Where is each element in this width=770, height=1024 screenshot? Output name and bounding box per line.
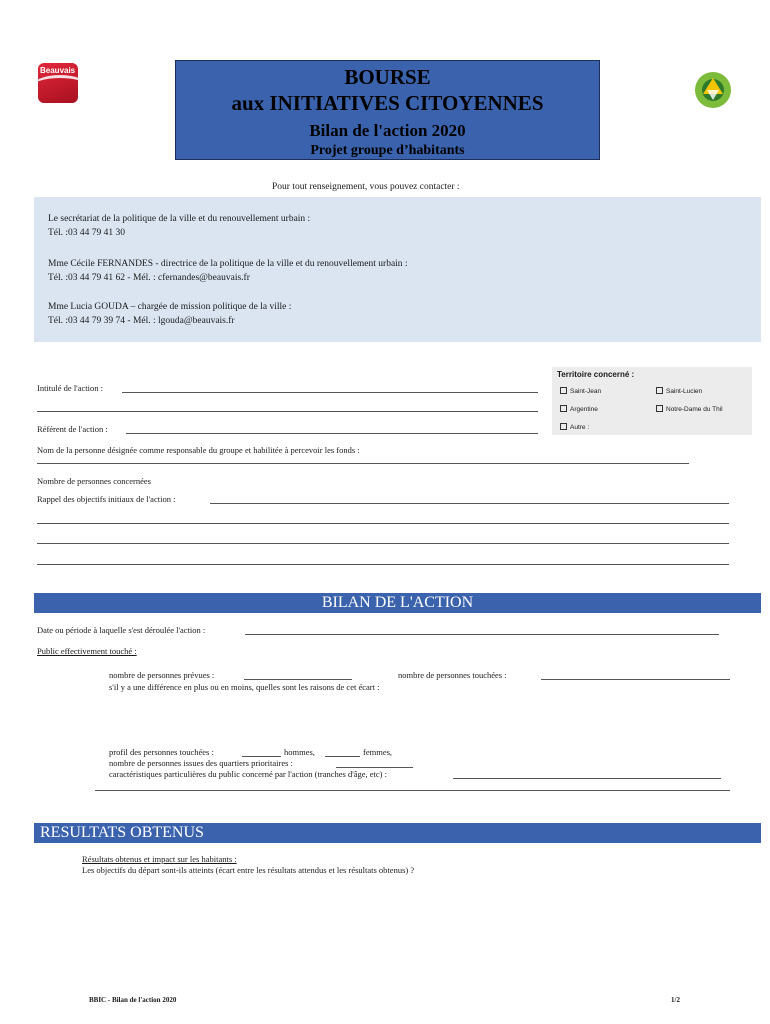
femmes-field[interactable] — [325, 756, 360, 757]
checkbox-icon — [560, 387, 567, 394]
option-label: Saint-Jean — [570, 388, 602, 395]
option-label: Autre : — [570, 424, 590, 431]
bic-logo — [685, 60, 741, 116]
rappel-field-3[interactable] — [37, 543, 729, 544]
responsable-label: Nom de la personne désignée comme responsable du groupe et habilitée à percevoir les fonds : — [37, 445, 360, 455]
checkbox-notre-dame-du-thil[interactable] — [656, 405, 723, 414]
option-label: Argentine — [570, 406, 598, 413]
touchees-label: nombre de personnes touchées : — [398, 670, 507, 680]
rappel-field[interactable] — [210, 503, 729, 504]
territoire-title: Territoire concerné : — [557, 370, 635, 379]
title-line-1: BOURSE — [344, 65, 431, 89]
title-box — [175, 60, 600, 160]
referent-field[interactable] — [126, 433, 538, 434]
contact-1-line-1: Le secrétariat de la politique de la ville et du renouvellement urbain : — [48, 214, 311, 224]
caracteristiques-label: caractéristiques particulières du public concerné par l'action (tranches d'âge, etc) : — [109, 769, 387, 779]
caracteristiques-field[interactable] — [453, 778, 721, 779]
intitule-field-2[interactable] — [37, 411, 538, 412]
checkbox-icon — [656, 405, 663, 412]
checkbox-icon — [560, 423, 567, 430]
checkbox-argentine[interactable] — [560, 405, 598, 414]
page-number: 1/2 — [671, 996, 680, 1004]
checkbox-saint-lucien[interactable] — [656, 387, 702, 396]
footer-left: BBIC - Bilan de l'action 2020 — [89, 996, 177, 1004]
rappel-field-2[interactable] — [37, 523, 729, 524]
contact-2-line-1: Mme Cécile FERNANDES - directrice de la politique de la ville et du renouvellement urbain : — [48, 259, 408, 269]
contact-intro: Pour tout renseignement, vous pouvez contacter : — [272, 182, 460, 192]
touchees-field[interactable] — [541, 679, 730, 680]
quartiers-label: nombre de personnes issues des quartiers prioritaires : — [109, 758, 293, 768]
hommes-label: hommes, — [284, 747, 315, 757]
date-field[interactable] — [245, 634, 719, 635]
difference-label: s'il y a une différence en plus ou en moins, quelles sont les raisons de cet écart : — [109, 682, 380, 692]
contact-box — [34, 197, 761, 342]
nombre-label: Nombre de personnes concernées — [37, 476, 151, 486]
resultats-heading: RESULTATS OBTENUS — [34, 823, 761, 843]
caracteristiques-field-2[interactable] — [95, 790, 730, 791]
resultats-sub: Résultats obtenus et impact sur les habitants : — [82, 854, 237, 864]
bilan-heading: BILAN DE L'ACTION — [34, 593, 761, 613]
checkbox-saint-jean[interactable] — [560, 387, 601, 396]
title-line-2: aux INITIATIVES CITOYENNES — [231, 91, 544, 115]
resultats-question: Les objectifs du départ sont-ils atteints (écart entre les résultats attendus et les résultats obtenus) ? — [82, 865, 415, 875]
contact-1-line-2: Tél. :03 44 79 41 30 — [48, 228, 126, 238]
intitule-field[interactable] — [122, 392, 538, 393]
contact-3-line-2: Tél. :03 44 79 39 74 - Mél. : lgouda@beauvais.fr — [48, 316, 235, 326]
checkbox-icon — [656, 387, 663, 394]
rappel-label: Rappel des objectifs initiaux de l'action : — [37, 494, 176, 504]
logo-wave-icon — [38, 75, 78, 102]
prevues-field[interactable] — [244, 679, 352, 680]
responsable-field[interactable] — [37, 463, 689, 464]
prevues-label: nombre de personnes prévues : — [109, 670, 215, 680]
hommes-field[interactable] — [242, 756, 281, 757]
date-label: Date ou période à laquelle s'est déroulée l'action : — [37, 625, 206, 635]
intitule-label: Intitulé de l'action : — [37, 383, 103, 393]
contact-3-line-1: Mme Lucia GOUDA – chargée de mission politique de la ville : — [48, 302, 292, 312]
checkbox-autre[interactable] — [560, 423, 589, 432]
public-label: Public effectivement touché : — [37, 646, 137, 656]
title-line-3: Bilan de l'action 2020 — [309, 121, 466, 140]
option-label: Notre-Dame du Thil — [666, 406, 723, 413]
beauvais-logo-text: Beauvais — [40, 66, 76, 75]
beauvais-logo — [38, 63, 78, 103]
contact-2-line-2: Tél. :03 44 79 41 62 - Mél. : cfernandes@beauvais.fr — [48, 273, 250, 283]
rappel-field-4[interactable] — [37, 564, 729, 565]
option-label: Saint-Lucien — [666, 388, 703, 395]
profil-label: profil des personnes touchées : — [109, 747, 214, 757]
title-line-4: Projet groupe d’habitants — [310, 143, 465, 158]
femmes-label: femmes, — [363, 747, 393, 757]
checkbox-icon — [560, 405, 567, 412]
referent-label: Référent de l'action : — [37, 424, 108, 434]
territoire-box — [552, 367, 752, 435]
quartiers-field[interactable] — [336, 767, 413, 768]
